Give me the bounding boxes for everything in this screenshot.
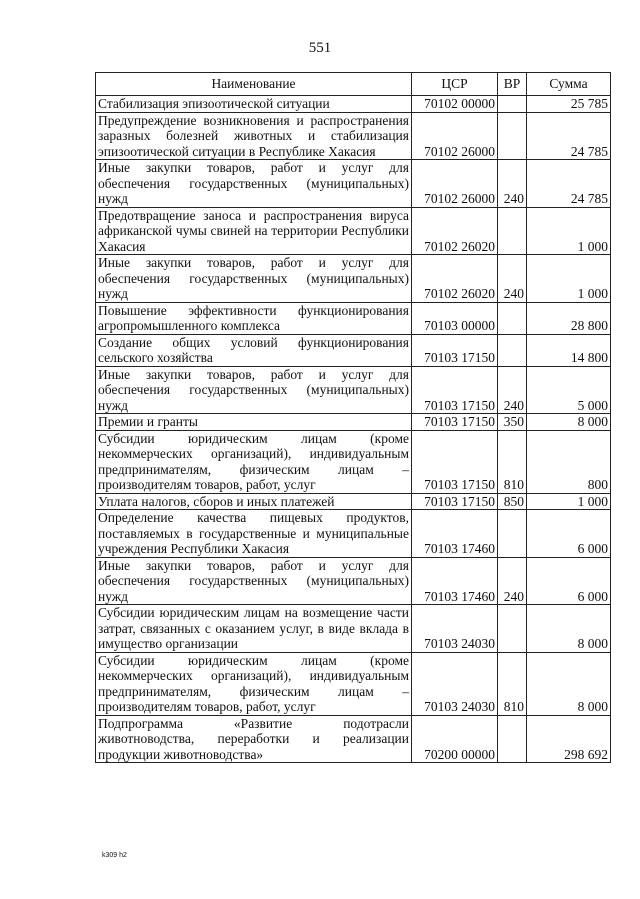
cell-vr: 810 [498, 652, 527, 715]
cell-vr: 240 [498, 255, 527, 303]
cell-vr [498, 334, 527, 366]
cell-csr: 70102 26020 [412, 207, 498, 255]
table-row [96, 557, 611, 605]
cell-name: Субсидии юридическим лицам (кроме некоммерческих организаций), индивидуальным предпринимателям, физическим лицам – производителям товаров, работ, услуг [96, 652, 412, 715]
cell-name: Иные закупки товаров, работ и услуг для обеспечения государственных (муниципальных) нужд [96, 255, 412, 303]
table-body [96, 96, 611, 763]
table-row [96, 605, 611, 653]
cell-sum: 5 000 [527, 366, 611, 414]
cell-vr [498, 96, 527, 113]
cell-sum: 6 000 [527, 557, 611, 605]
cell-csr: 70103 17460 [412, 510, 498, 558]
cell-vr [498, 510, 527, 558]
cell-name: Предупреждение возникновения и распространения заразных болезней животных и стабилизация эпизоотической ситуации в Республике Хакасия [96, 112, 412, 160]
cell-vr: 240 [498, 557, 527, 605]
table-header-row [96, 73, 611, 96]
cell-sum: 800 [527, 430, 611, 493]
cell-vr [498, 605, 527, 653]
cell-name: Иные закупки товаров, работ и услуг для обеспечения государственных (муниципальных) нужд [96, 160, 412, 208]
cell-vr: 850 [498, 493, 527, 510]
header-csr: ЦСР [412, 73, 498, 96]
cell-csr: 70103 17150 [412, 366, 498, 414]
cell-name: Повышение эффективности функционирования агропромышленного комплекса [96, 302, 412, 334]
table-row [96, 112, 611, 160]
table-row [96, 430, 611, 493]
table-row [96, 715, 611, 763]
table-row [96, 493, 611, 510]
cell-csr: 70103 24030 [412, 652, 498, 715]
table-row [96, 160, 611, 208]
cell-sum: 8 000 [527, 605, 611, 653]
cell-csr: 70103 17150 [412, 334, 498, 366]
cell-sum: 24 785 [527, 112, 611, 160]
cell-csr: 70103 17150 [412, 430, 498, 493]
cell-vr: 810 [498, 430, 527, 493]
cell-vr [498, 715, 527, 763]
cell-sum: 1 000 [527, 207, 611, 255]
cell-sum: 28 800 [527, 302, 611, 334]
cell-csr: 70103 17150 [412, 414, 498, 431]
cell-csr: 70102 00000 [412, 96, 498, 113]
cell-sum: 1 000 [527, 493, 611, 510]
cell-csr: 70103 24030 [412, 605, 498, 653]
table-row [96, 510, 611, 558]
table-row [96, 207, 611, 255]
cell-vr [498, 112, 527, 160]
table-row [96, 366, 611, 414]
cell-csr: 70103 17460 [412, 557, 498, 605]
cell-sum: 14 800 [527, 334, 611, 366]
cell-csr: 70102 26000 [412, 160, 498, 208]
cell-name: Создание общих условий функционирования сельского хозяйства [96, 334, 412, 366]
cell-csr: 70102 26000 [412, 112, 498, 160]
cell-name: Стабилизация эпизоотической ситуации [96, 96, 412, 113]
cell-name: Уплата налогов, сборов и иных платежей [96, 493, 412, 510]
cell-csr: 70103 00000 [412, 302, 498, 334]
page-number: 551 [308, 40, 332, 56]
cell-vr: 240 [498, 160, 527, 208]
header-sum: Сумма [527, 73, 611, 96]
cell-name: Премии и гранты [96, 414, 412, 431]
cell-sum: 24 785 [527, 160, 611, 208]
cell-csr: 70102 26020 [412, 255, 498, 303]
table-row [96, 334, 611, 366]
cell-sum: 25 785 [527, 96, 611, 113]
cell-name: Определение качества пищевых продуктов, поставляемых в государственные и муниципальные учреждения Республики Хакасия [96, 510, 412, 558]
cell-vr [498, 207, 527, 255]
cell-name: Иные закупки товаров, работ и услуг для обеспечения государственных (муниципальных) нужд [96, 366, 412, 414]
budget-table [95, 72, 611, 763]
table-row [96, 302, 611, 334]
cell-csr: 70103 17150 [412, 493, 498, 510]
cell-vr: 240 [498, 366, 527, 414]
table-row [96, 652, 611, 715]
cell-vr: 350 [498, 414, 527, 431]
cell-sum: 6 000 [527, 510, 611, 558]
cell-name: Субсидии юридическим лицам (кроме некоммерческих организаций), индивидуальным предпринимателям, физическим лицам – производителям товаров, работ, услуг [96, 430, 412, 493]
footer-code: k309 h2 [102, 852, 127, 859]
cell-name: Субсидии юридическим лицам на возмещение части затрат, связанных с оказанием услуг, в виде вклада в имущество организации [96, 605, 412, 653]
cell-sum: 298 692 [527, 715, 611, 763]
table-row [96, 96, 611, 113]
table-row [96, 255, 611, 303]
cell-name: Подпрограмма «Развитие подотрасли животноводства, переработки и реализации продукции животноводства» [96, 715, 412, 763]
cell-sum: 8 000 [527, 652, 611, 715]
cell-name: Предотвращение заноса и распространения вируса африканской чумы свиней на территории Республики Хакасия [96, 207, 412, 255]
cell-vr [498, 302, 527, 334]
cell-name: Иные закупки товаров, работ и услуг для обеспечения государственных (муниципальных) нужд [96, 557, 412, 605]
cell-csr: 70200 00000 [412, 715, 498, 763]
header-name: Наименование [96, 73, 412, 96]
header-vr: ВР [498, 73, 527, 96]
cell-sum: 8 000 [527, 414, 611, 431]
table-row [96, 414, 611, 431]
cell-sum: 1 000 [527, 255, 611, 303]
